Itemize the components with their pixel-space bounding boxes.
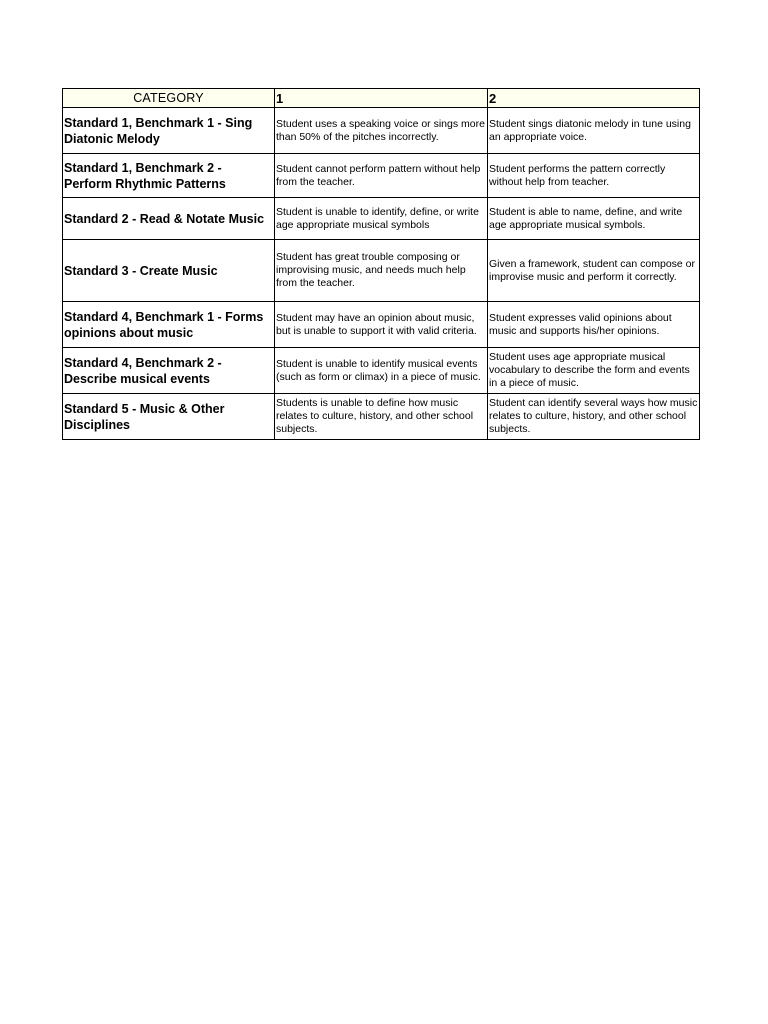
category-cell: Standard 1, Benchmark 2 - Perform Rhythmic Patterns [63,154,275,198]
category-cell: Standard 4, Benchmark 1 - Forms opinions about music [63,302,275,348]
table-row [63,198,700,240]
level-2-cell: Student uses age appropriate musical vocabulary to describe the form and events in a piece of music. [487,348,699,394]
category-cell: Standard 4, Benchmark 2 - Describe musical events [63,348,275,394]
level-2-cell: Student performs the pattern correctly without help from teacher. [487,154,699,198]
table-row [63,108,700,154]
table-row [63,154,700,198]
category-cell: Standard 5 - Music & Other Disciplines [63,394,275,440]
table-row [63,302,700,348]
header-category: CATEGORY [63,89,275,108]
level-2-cell: Student sings diatonic melody in tune using an appropriate voice. [487,108,699,154]
table-row [63,348,700,394]
level-1-cell: Student cannot perform pattern without help from the teacher. [274,154,487,198]
level-1-cell: Student may have an opinion about music, but is unable to support it with valid criteria. [274,302,487,348]
level-1-cell: Student is unable to identify musical events (such as form or climax) in a piece of music. [274,348,487,394]
table-row [63,240,700,302]
category-cell: Standard 3 - Create Music [63,240,275,302]
category-cell: Standard 2 - Read & Notate Music [63,198,275,240]
header-row [63,89,700,108]
header-level-1: 1 [274,89,487,108]
level-2-cell: Given a framework, student can compose or improvise music and perform it correctly. [487,240,699,302]
level-2-cell: Student expresses valid opinions about music and supports his/her opinions. [487,302,699,348]
header-level-2: 2 [487,89,699,108]
table-row [63,394,700,440]
level-2-cell: Student is able to name, define, and write age appropriate musical symbols. [487,198,699,240]
level-2-cell: Student can identify several ways how music relates to culture, history, and other school subjects. [487,394,699,440]
level-1-cell: Student uses a speaking voice or sings more than 50% of the pitches incorrectly. [274,108,487,154]
level-1-cell: Student is unable to identify, define, or write age appropriate musical symbols [274,198,487,240]
rubric-table [62,88,700,440]
level-1-cell: Students is unable to define how music relates to culture, history, and other school subjects. [274,394,487,440]
category-cell: Standard 1, Benchmark 1 - Sing Diatonic Melody [63,108,275,154]
level-1-cell: Student has great trouble composing or improvising music, and needs much help from the teacher. [274,240,487,302]
